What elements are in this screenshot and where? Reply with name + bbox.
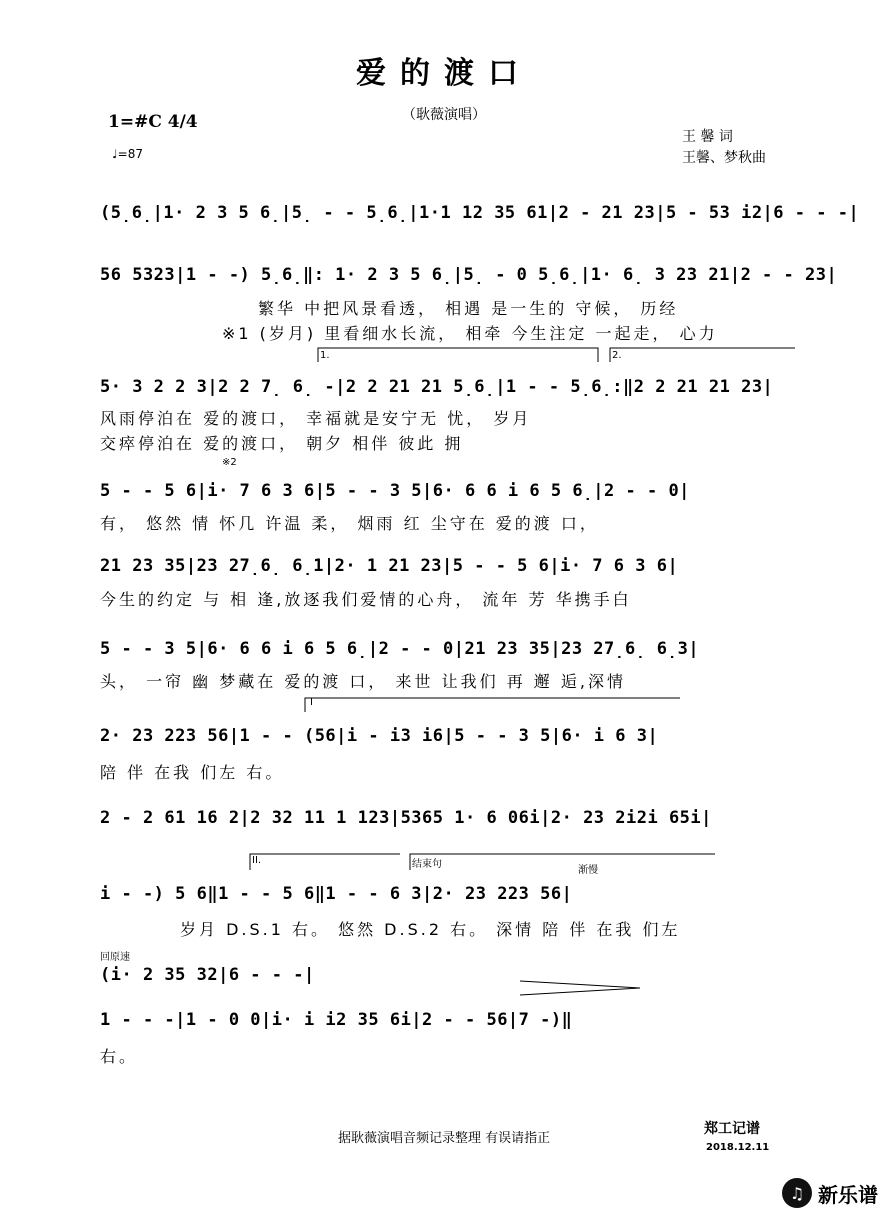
notation-row-10: (i· 2 35 32|6 - - -|: [100, 965, 315, 985]
volta-2-label: 2.: [612, 350, 622, 361]
site-logo[interactable]: [782, 1178, 878, 1208]
lyric-row-9: 岁月 D.S.1 右。 悠然 D.S.2 右。 深情 陪 伴 在我 们左: [180, 920, 681, 939]
notation-row-2: 56 5323|1 - -) 5̣6̣‖: 1· 2 3 5 6̣|5̣ - 0 5̣6̣|1· 6̣ 3 23 21|2 - - 23|: [100, 265, 838, 285]
notation-row-7: 2· 23 223 56|1 - - (56|i - i3 i6|5 - - 3 5|6· i 6 3|: [100, 726, 659, 746]
lyric-row-3-verse2: 交瘁停泊在 爱的渡口， 朝夕 相伴 彼此 拥: [100, 434, 464, 453]
lyric-row-7: 陪 伴 在我 们左 右。: [100, 763, 285, 782]
transcription-date: 2018.12.11: [706, 1142, 770, 1153]
logo-text: 新乐谱: [818, 1182, 878, 1207]
segno-2-mark: ※2: [222, 457, 237, 468]
lyric-row-6: 头， 一帘 幽 梦藏在 爱的渡 口， 来世 让我们 再 邂 逅,深情: [100, 672, 626, 691]
lyric-row-11: 右。: [100, 1047, 139, 1066]
notation-row-3: 5· 3 2 2 3|2 2 7̣ 6̣ -|2 2 21 21 5̣6̣|1 - - 5̣6̣:‖2 2 21 21 23|: [100, 377, 774, 397]
volta-1-label: 1.: [320, 350, 330, 361]
lyric-row-3-verse1: 风雨停泊在 爱的渡口， 幸福就是安宁无 忧， 岁月: [100, 409, 532, 428]
notation-row-4: 5 - - 5 6|i· 7 6 3 6|5 - - 3 5|6· 6 6 i 6 5 6̣|2 - - 0|: [100, 481, 690, 501]
notation-row-5: 21 23 35|23 27̣6̣ 6̣1|2· 1 21 23|5 - - 5 6|i· 7 6 3 6|: [100, 556, 679, 576]
subtitle: （耿薇演唱）: [402, 107, 486, 123]
page-title: 爱的渡口: [356, 56, 532, 91]
notation-row-9: i - -) 5 6‖1 - - 5 6‖1 - - 6 3|2· 23 223 56|: [100, 884, 573, 904]
notation-row-1: (5̣6̣|1· 2 3 5 6̣|5̣ - - 5̣6̣|1·1 12 35 61|2 - 21 23|5 - 53 i2|6 - - -|: [100, 203, 860, 223]
tempo-marking: ♩=87: [112, 147, 143, 161]
transcriber-stamp: 郑工记谱: [704, 1121, 760, 1137]
a-tempo-label: 回原速: [100, 952, 130, 963]
notation-row-6: 5 - - 3 5|6· 6 6 i 6 5 6̣|2 - - 0|21 23 35|23 27̣6̣ 6̣3|: [100, 639, 700, 659]
footer-note: 据耿薇演唱音频记录整理 有误请指正: [338, 1131, 551, 1146]
composer-credit: 王馨、梦秋曲: [682, 150, 766, 166]
key-signature: 1=#C 4/4: [108, 112, 198, 132]
ending-ii-label: II.: [252, 855, 262, 866]
lyric-row-2-verse2: ※1 (岁月) 里看细水长流， 相牵 今生注定 一起走， 心力: [222, 324, 718, 343]
lyricist-credit: 王 馨 词: [682, 129, 733, 145]
lyric-row-4: 有， 悠然 情 怀几 许温 柔， 烟雨 红 尘守在 爱的渡 口，: [100, 514, 599, 533]
music-disc-icon: ♫: [782, 1178, 812, 1208]
notation-row-11: 1 - - -|1 - 0 0|i· i i2 35 6i|2 - - 56|7 -)‖: [100, 1010, 573, 1030]
ending-phrase-label: 结束句: [412, 859, 442, 870]
lyric-row-5: 今生的约定 与 相 逢,放逐我们爱情的心舟， 流年 芳 华携手白: [100, 590, 632, 609]
lyric-row-2-verse1: 繁华 中把风景看透， 相遇 是一生的 守候， 历经: [258, 299, 679, 318]
notation-row-8: 2 - 2 61 16 2|2 32 11 1 123|5365 1· 6 06i|2· 23 2i2i 65i|: [100, 808, 712, 828]
ritardando-label: 渐慢: [578, 865, 598, 876]
ending-i-label: I: [310, 697, 313, 708]
